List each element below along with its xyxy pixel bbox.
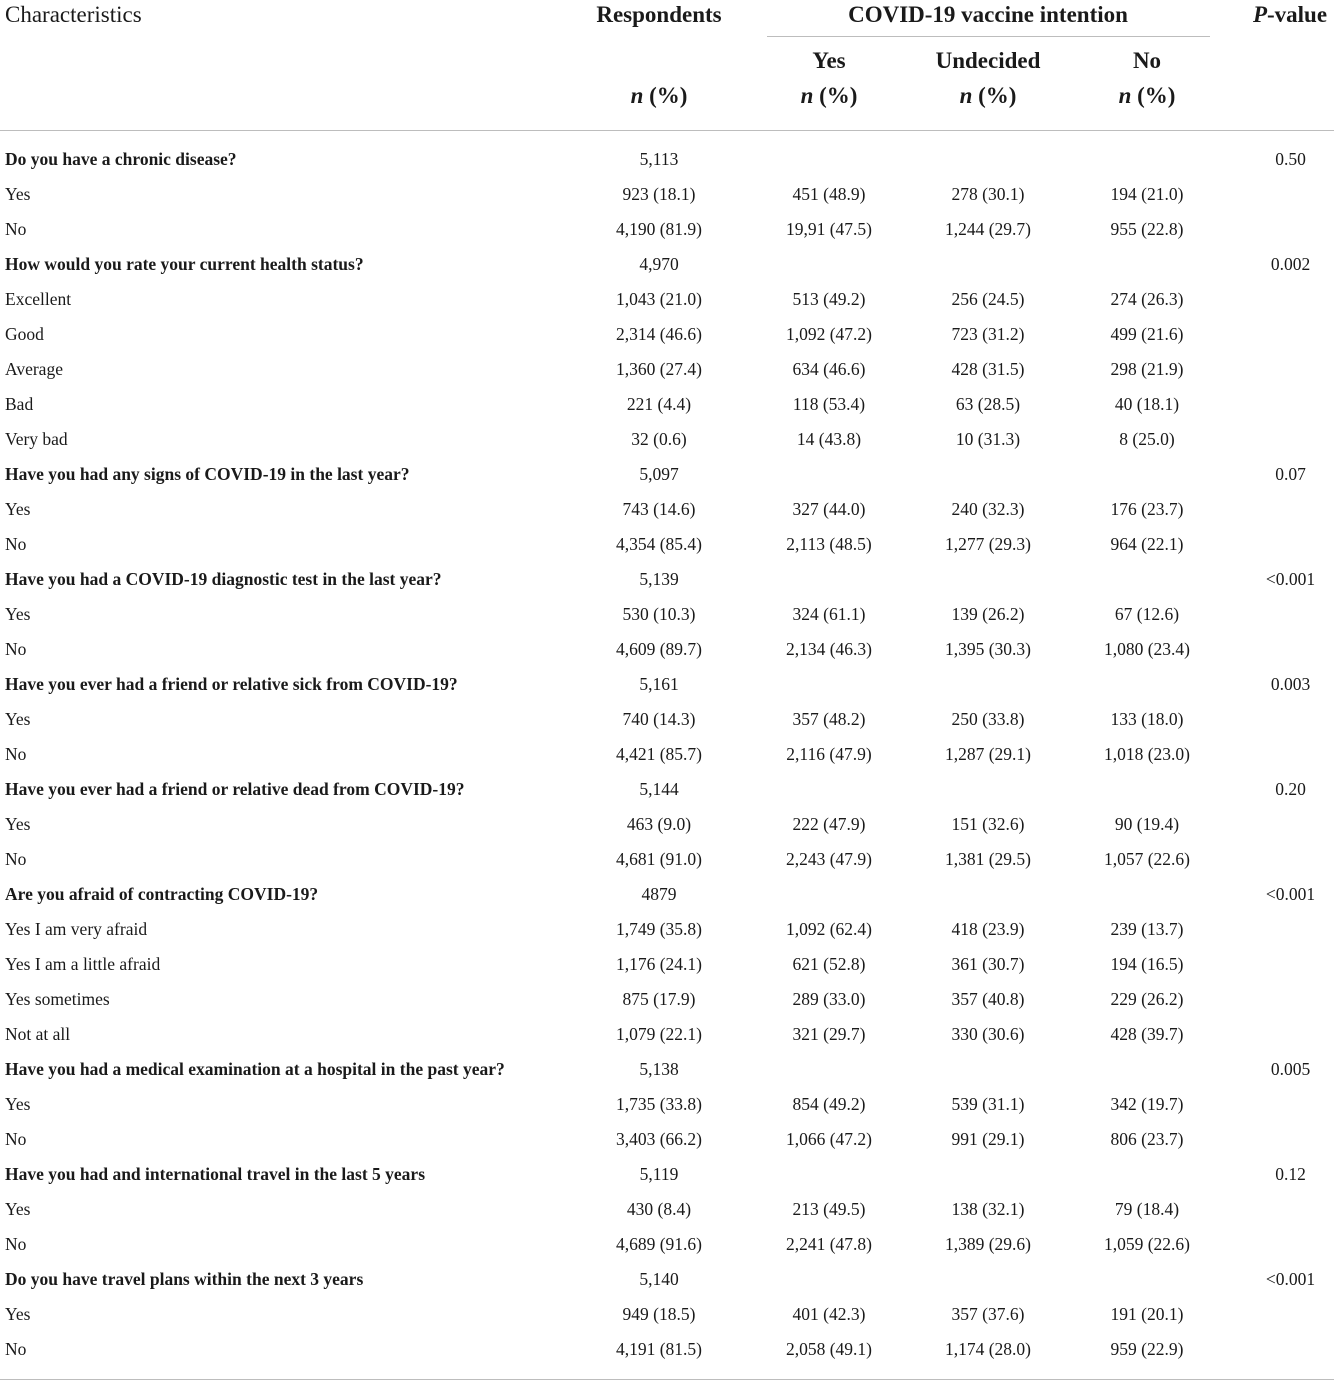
undecided-cell: 1,277 (29.3) bbox=[944, 534, 1032, 554]
undecided-cell: 278 (30.1) bbox=[951, 184, 1025, 204]
option-row bbox=[0, 177, 1334, 212]
no-cell: 955 (22.8) bbox=[1110, 219, 1184, 239]
p-value-cell bbox=[1247, 912, 1334, 947]
respondents-cell: 5,097 bbox=[639, 464, 679, 484]
p-value-cell bbox=[1247, 947, 1334, 982]
option-row bbox=[0, 807, 1334, 842]
undecided-cell: 139 (26.2) bbox=[951, 604, 1025, 624]
yes-cell: 118 (53.4) bbox=[792, 394, 866, 414]
yes-cell: 1,092 (47.2) bbox=[785, 324, 873, 344]
undecided-cell: 1,174 (28.0) bbox=[944, 1339, 1032, 1359]
row-label: No bbox=[5, 534, 27, 554]
question-row bbox=[0, 667, 1334, 702]
row-label: Have you had and international travel in the last 5 years bbox=[5, 1164, 426, 1184]
yes-cell bbox=[729, 667, 929, 702]
p-value-cell bbox=[1247, 527, 1334, 562]
option-row bbox=[0, 527, 1334, 562]
option-row bbox=[0, 1122, 1334, 1157]
respondents-cell: 923 (18.1) bbox=[622, 184, 696, 204]
yes-cell bbox=[729, 562, 929, 597]
undecided-cell bbox=[929, 877, 1047, 912]
no-cell bbox=[1047, 142, 1247, 177]
respondents-cell: 4,681 (91.0) bbox=[615, 849, 703, 869]
question-row bbox=[0, 457, 1334, 492]
header-yes: Yes bbox=[812, 48, 846, 73]
undecided-cell: 357 (37.6) bbox=[951, 1304, 1025, 1324]
option-row bbox=[0, 1297, 1334, 1332]
no-cell bbox=[1047, 1157, 1247, 1192]
option-row bbox=[0, 1017, 1334, 1052]
row-label: Do you have travel plans within the next 3 years bbox=[5, 1269, 364, 1289]
no-cell: 191 (20.1) bbox=[1110, 1304, 1184, 1324]
n-italic: n bbox=[959, 83, 973, 108]
respondents-cell: 4,190 (81.9) bbox=[615, 219, 703, 239]
p-value-cell: 0.002 bbox=[1270, 254, 1311, 274]
option-row bbox=[0, 1192, 1334, 1227]
undecided-cell: 151 (32.6) bbox=[951, 814, 1025, 834]
no-cell bbox=[1047, 247, 1247, 282]
question-row bbox=[0, 562, 1334, 597]
option-row bbox=[0, 982, 1334, 1017]
respondents-cell: 1,749 (35.8) bbox=[615, 919, 703, 939]
row-label: No bbox=[5, 639, 27, 659]
p-value-cell bbox=[1247, 632, 1334, 667]
yes-cell bbox=[729, 1052, 929, 1087]
respondents-cell: 463 (9.0) bbox=[626, 814, 692, 834]
yes-cell: 451 (48.9) bbox=[792, 184, 866, 204]
yes-cell bbox=[729, 772, 929, 807]
p-value-cell bbox=[1247, 1122, 1334, 1157]
no-cell: 298 (21.9) bbox=[1110, 359, 1184, 379]
option-row bbox=[0, 912, 1334, 947]
respondents-cell: 430 (8.4) bbox=[626, 1199, 692, 1219]
undecided-cell bbox=[929, 1262, 1047, 1297]
option-row bbox=[0, 702, 1334, 737]
p-value-cell bbox=[1247, 422, 1334, 457]
respondents-cell: 1,176 (24.1) bbox=[615, 954, 703, 974]
pct-label: (%) bbox=[649, 83, 688, 108]
yes-cell: 2,243 (47.9) bbox=[785, 849, 873, 869]
p-value-cell: 0.07 bbox=[1275, 464, 1306, 484]
yes-cell bbox=[729, 877, 929, 912]
undecided-cell bbox=[929, 667, 1047, 702]
yes-cell: 357 (48.2) bbox=[792, 709, 866, 729]
yes-cell: 14 (43.8) bbox=[796, 429, 862, 449]
row-label: Do you have a chronic disease? bbox=[5, 149, 237, 169]
data-table bbox=[0, 142, 1334, 1367]
yes-cell: 854 (49.2) bbox=[792, 1094, 866, 1114]
question-row bbox=[0, 1157, 1334, 1192]
p-value-cell: <0.001 bbox=[1265, 1269, 1316, 1289]
respondents-cell: 1,043 (21.0) bbox=[615, 289, 703, 309]
row-label: Not at all bbox=[5, 1024, 71, 1044]
p-value-cell bbox=[1247, 1332, 1334, 1367]
option-row bbox=[0, 282, 1334, 317]
row-label: Have you ever had a friend or relative sick from COVID-19? bbox=[5, 674, 458, 694]
row-label: Yes bbox=[5, 1094, 31, 1114]
yes-cell: 321 (29.7) bbox=[792, 1024, 866, 1044]
pct-label: (%) bbox=[978, 83, 1017, 108]
undecided-cell: 250 (33.8) bbox=[951, 709, 1025, 729]
no-cell: 194 (16.5) bbox=[1110, 954, 1184, 974]
no-cell bbox=[1047, 772, 1247, 807]
yes-cell: 621 (52.8) bbox=[792, 954, 866, 974]
p-value-cell bbox=[1247, 177, 1334, 212]
row-label: Yes bbox=[5, 184, 31, 204]
undecided-cell: 1,381 (29.5) bbox=[944, 849, 1032, 869]
row-label: Have you had any signs of COVID-19 in the last year? bbox=[5, 464, 410, 484]
option-row bbox=[0, 1227, 1334, 1262]
p-value-cell: <0.001 bbox=[1265, 884, 1316, 904]
row-label: Have you had a COVID-19 diagnostic test in the last year? bbox=[5, 569, 442, 589]
option-row bbox=[0, 317, 1334, 352]
undecided-cell: 361 (30.7) bbox=[951, 954, 1025, 974]
row-label: Yes sometimes bbox=[5, 989, 110, 1009]
option-row bbox=[0, 842, 1334, 877]
respondents-cell: 530 (10.3) bbox=[622, 604, 696, 624]
yes-cell: 327 (44.0) bbox=[792, 499, 866, 519]
n-italic: n bbox=[800, 83, 814, 108]
undecided-cell bbox=[929, 1157, 1047, 1192]
undecided-cell bbox=[929, 1052, 1047, 1087]
respondents-cell: 4,689 (91.6) bbox=[615, 1234, 703, 1254]
no-cell: 274 (26.3) bbox=[1110, 289, 1184, 309]
p-value-cell bbox=[1247, 702, 1334, 737]
header-characteristics: Characteristics bbox=[5, 2, 142, 27]
p-value-cell bbox=[1247, 807, 1334, 842]
header-undecided: Undecided bbox=[935, 48, 1041, 73]
p-value-cell bbox=[1247, 1017, 1334, 1052]
pct-label: (%) bbox=[1137, 83, 1176, 108]
option-row bbox=[0, 212, 1334, 247]
row-label: No bbox=[5, 744, 27, 764]
respondents-cell: 5,161 bbox=[639, 674, 679, 694]
yes-cell: 324 (61.1) bbox=[792, 604, 866, 624]
p-value-cell bbox=[1247, 282, 1334, 317]
p-value-cell: 0.005 bbox=[1270, 1059, 1311, 1079]
no-cell: 1,080 (23.4) bbox=[1103, 639, 1191, 659]
row-label: Bad bbox=[5, 394, 34, 414]
no-cell: 176 (23.7) bbox=[1110, 499, 1184, 519]
row-label: No bbox=[5, 1129, 27, 1149]
no-cell: 342 (19.7) bbox=[1110, 1094, 1184, 1114]
row-label: Yes bbox=[5, 604, 31, 624]
header-vaccine-intention: COVID-19 vaccine intention bbox=[848, 2, 1128, 27]
yes-cell bbox=[729, 247, 929, 282]
respondents-cell: 5,119 bbox=[639, 1164, 679, 1184]
table-body bbox=[0, 142, 1334, 1367]
p-value-cell bbox=[1247, 492, 1334, 527]
p-value-cell bbox=[1247, 387, 1334, 422]
row-label: Very bad bbox=[5, 429, 68, 449]
table-bottom-rule bbox=[0, 1379, 1334, 1380]
yes-cell: 213 (49.5) bbox=[792, 1199, 866, 1219]
no-cell: 1,018 (23.0) bbox=[1103, 744, 1191, 764]
row-label: Average bbox=[5, 359, 63, 379]
yes-cell: 1,066 (47.2) bbox=[785, 1129, 873, 1149]
yes-cell: 513 (49.2) bbox=[792, 289, 866, 309]
no-cell bbox=[1047, 1052, 1247, 1087]
p-value-cell bbox=[1247, 1192, 1334, 1227]
undecided-cell bbox=[929, 772, 1047, 807]
yes-cell: 2,116 (47.9) bbox=[786, 744, 872, 764]
header-undecided-unit bbox=[960, 82, 1017, 110]
undecided-cell: 240 (32.3) bbox=[951, 499, 1025, 519]
option-row bbox=[0, 422, 1334, 457]
p-value-cell bbox=[1247, 1227, 1334, 1262]
respondents-cell: 5,144 bbox=[639, 779, 679, 799]
undecided-cell: 10 (31.3) bbox=[955, 429, 1021, 449]
undecided-cell: 539 (31.1) bbox=[951, 1094, 1025, 1114]
question-row bbox=[0, 142, 1334, 177]
no-cell: 428 (39.7) bbox=[1110, 1024, 1184, 1044]
undecided-cell: 991 (29.1) bbox=[951, 1129, 1025, 1149]
p-value-cell: 0.50 bbox=[1275, 149, 1306, 169]
p-value-cell bbox=[1247, 737, 1334, 772]
respondents-cell: 875 (17.9) bbox=[622, 989, 696, 1009]
no-cell: 8 (25.0) bbox=[1119, 429, 1175, 449]
respondents-cell: 5,139 bbox=[639, 569, 679, 589]
no-cell bbox=[1047, 877, 1247, 912]
yes-cell: 289 (33.0) bbox=[792, 989, 866, 1009]
p-value-cell bbox=[1247, 317, 1334, 352]
p-italic: P bbox=[1252, 2, 1267, 27]
undecided-cell: 723 (31.2) bbox=[951, 324, 1025, 344]
header-respondents: Respondents bbox=[596, 2, 722, 27]
respondents-cell: 4,970 bbox=[639, 254, 679, 274]
no-cell: 499 (21.6) bbox=[1110, 324, 1184, 344]
no-cell: 964 (22.1) bbox=[1110, 534, 1184, 554]
row-label: No bbox=[5, 1339, 27, 1359]
question-row bbox=[0, 247, 1334, 282]
undecided-cell bbox=[929, 142, 1047, 177]
p-value-cell bbox=[1247, 597, 1334, 632]
question-row bbox=[0, 1262, 1334, 1297]
yes-cell: 401 (42.3) bbox=[792, 1304, 866, 1324]
p-value-cell bbox=[1247, 352, 1334, 387]
n-italic: n bbox=[630, 83, 644, 108]
row-label: No bbox=[5, 1234, 27, 1254]
yes-cell: 1,092 (62.4) bbox=[785, 919, 873, 939]
respondents-cell: 1,735 (33.8) bbox=[615, 1094, 703, 1114]
yes-cell bbox=[729, 1262, 929, 1297]
undecided-cell: 63 (28.5) bbox=[955, 394, 1021, 414]
header-no: No bbox=[1132, 48, 1162, 73]
no-cell: 40 (18.1) bbox=[1114, 394, 1180, 414]
option-row bbox=[0, 492, 1334, 527]
n-italic: n bbox=[1118, 83, 1132, 108]
undecided-cell: 1,395 (30.3) bbox=[944, 639, 1032, 659]
yes-cell: 634 (46.6) bbox=[792, 359, 866, 379]
p-value-cell bbox=[1247, 212, 1334, 247]
no-cell: 67 (12.6) bbox=[1114, 604, 1180, 624]
undecided-cell: 1,389 (29.6) bbox=[944, 1234, 1032, 1254]
option-row bbox=[0, 597, 1334, 632]
row-label: Are you afraid of contracting COVID-19? bbox=[5, 884, 319, 904]
yes-cell: 2,134 (46.3) bbox=[785, 639, 873, 659]
header-bottom-rule bbox=[0, 130, 1334, 131]
p-value-cell bbox=[1247, 1087, 1334, 1122]
undecided-cell bbox=[929, 457, 1047, 492]
option-row bbox=[0, 352, 1334, 387]
respondents-cell: 740 (14.3) bbox=[622, 709, 696, 729]
row-label: Have you ever had a friend or relative dead from COVID-19? bbox=[5, 779, 465, 799]
respondents-cell: 4,354 (85.4) bbox=[615, 534, 703, 554]
row-label: No bbox=[5, 219, 27, 239]
question-row bbox=[0, 877, 1334, 912]
undecided-cell: 1,287 (29.1) bbox=[944, 744, 1032, 764]
row-label: Yes I am very afraid bbox=[5, 919, 148, 939]
undecided-cell: 1,244 (29.7) bbox=[944, 219, 1032, 239]
pct-label: (%) bbox=[819, 83, 858, 108]
undecided-cell bbox=[929, 562, 1047, 597]
respondents-cell: 4,421 (85.7) bbox=[615, 744, 703, 764]
yes-cell bbox=[729, 1157, 929, 1192]
row-label: No bbox=[5, 849, 27, 869]
undecided-cell: 357 (40.8) bbox=[951, 989, 1025, 1009]
table-header bbox=[0, 0, 1334, 131]
row-label: Good bbox=[5, 324, 44, 344]
respondents-cell: 2,314 (46.6) bbox=[615, 324, 703, 344]
p-value-cell: 0.20 bbox=[1275, 779, 1306, 799]
yes-cell: 19,91 (47.5) bbox=[785, 219, 873, 239]
row-label: How would you rate your current health status? bbox=[5, 254, 364, 274]
respondents-cell: 1,360 (27.4) bbox=[615, 359, 703, 379]
p-value-cell: 0.003 bbox=[1270, 674, 1311, 694]
respondents-cell: 221 (4.4) bbox=[626, 394, 692, 414]
no-cell: 806 (23.7) bbox=[1110, 1129, 1184, 1149]
undecided-cell: 256 (24.5) bbox=[951, 289, 1025, 309]
no-cell: 90 (19.4) bbox=[1114, 814, 1180, 834]
no-cell bbox=[1047, 562, 1247, 597]
no-cell: 194 (21.0) bbox=[1110, 184, 1184, 204]
yes-cell: 2,058 (49.1) bbox=[785, 1339, 873, 1359]
respondents-cell: 5,140 bbox=[639, 1269, 679, 1289]
undecided-cell: 138 (32.1) bbox=[951, 1199, 1025, 1219]
option-row bbox=[0, 1332, 1334, 1367]
p-value-cell bbox=[1247, 982, 1334, 1017]
respondents-cell: 743 (14.6) bbox=[622, 499, 696, 519]
p-value-cell bbox=[1247, 1297, 1334, 1332]
respondents-cell: 32 (0.6) bbox=[631, 429, 687, 449]
header-no-unit bbox=[1119, 82, 1176, 110]
row-label: Yes bbox=[5, 1304, 31, 1324]
row-label: Yes bbox=[5, 709, 31, 729]
question-row bbox=[0, 1052, 1334, 1087]
respondents-cell: 5,138 bbox=[639, 1059, 679, 1079]
header-respondents-unit bbox=[631, 82, 688, 110]
respondents-cell: 5,113 bbox=[639, 149, 679, 169]
respondents-cell: 4,609 (89.7) bbox=[615, 639, 703, 659]
row-label: Excellent bbox=[5, 289, 72, 309]
p-value-cell: 0.12 bbox=[1275, 1164, 1306, 1184]
no-cell: 239 (13.7) bbox=[1110, 919, 1184, 939]
row-label: Yes I am a little afraid bbox=[5, 954, 161, 974]
respondents-cell: 4,191 (81.5) bbox=[615, 1339, 703, 1359]
undecided-cell: 418 (23.9) bbox=[951, 919, 1025, 939]
respondents-cell: 949 (18.5) bbox=[622, 1304, 696, 1324]
row-label: Yes bbox=[5, 1199, 31, 1219]
p-rest: -value bbox=[1267, 2, 1328, 27]
header-yes-unit bbox=[801, 82, 858, 110]
undecided-cell: 428 (31.5) bbox=[951, 359, 1025, 379]
no-cell bbox=[1047, 667, 1247, 702]
respondents-cell: 3,403 (66.2) bbox=[615, 1129, 703, 1149]
respondents-cell: 4879 bbox=[641, 884, 677, 904]
respondents-cell: 1,079 (22.1) bbox=[615, 1024, 703, 1044]
yes-cell: 2,113 (48.5) bbox=[786, 534, 872, 554]
option-row bbox=[0, 1087, 1334, 1122]
no-cell: 229 (26.2) bbox=[1110, 989, 1184, 1009]
no-cell: 133 (18.0) bbox=[1110, 709, 1184, 729]
header-spanner-rule bbox=[767, 36, 1210, 37]
no-cell: 79 (18.4) bbox=[1114, 1199, 1180, 1219]
p-value-cell bbox=[1247, 842, 1334, 877]
yes-cell bbox=[729, 142, 929, 177]
option-row bbox=[0, 632, 1334, 667]
row-label: Yes bbox=[5, 499, 31, 519]
undecided-cell: 330 (30.6) bbox=[951, 1024, 1025, 1044]
no-cell: 959 (22.9) bbox=[1110, 1339, 1184, 1359]
row-label: Yes bbox=[5, 814, 31, 834]
yes-cell: 2,241 (47.8) bbox=[785, 1234, 873, 1254]
row-label: Have you had a medical examination at a hospital in the past year? bbox=[5, 1059, 505, 1079]
no-cell bbox=[1047, 1262, 1247, 1297]
option-row bbox=[0, 737, 1334, 772]
undecided-cell bbox=[929, 247, 1047, 282]
question-row bbox=[0, 772, 1334, 807]
option-row bbox=[0, 947, 1334, 982]
header-p-value bbox=[1253, 1, 1327, 29]
yes-cell bbox=[729, 457, 929, 492]
no-cell: 1,057 (22.6) bbox=[1103, 849, 1191, 869]
option-row bbox=[0, 387, 1334, 422]
no-cell bbox=[1047, 457, 1247, 492]
no-cell: 1,059 (22.6) bbox=[1103, 1234, 1191, 1254]
p-value-cell: <0.001 bbox=[1265, 569, 1316, 589]
yes-cell: 222 (47.9) bbox=[792, 814, 866, 834]
